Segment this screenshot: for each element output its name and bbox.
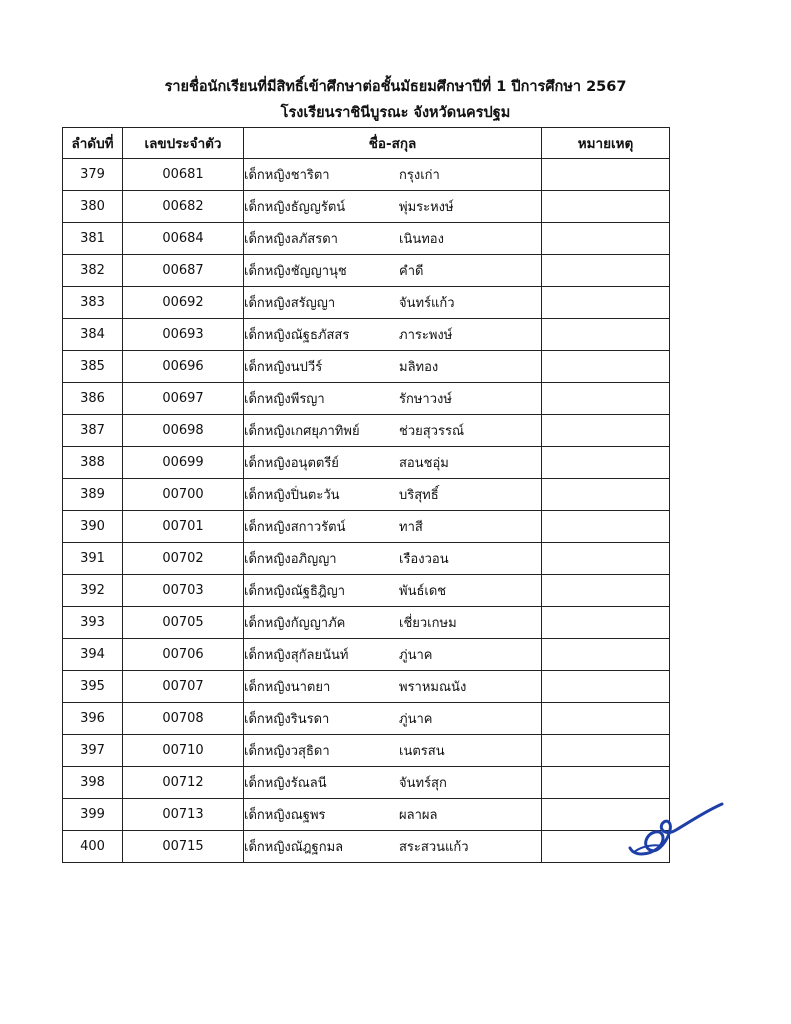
- table-row: [63, 479, 670, 511]
- row-remarks: [542, 287, 670, 319]
- row-remarks: [542, 511, 670, 543]
- row-full-name: [244, 575, 542, 607]
- row-student-id: 00698: [123, 415, 244, 447]
- table-header-row: [63, 128, 670, 159]
- row-order-number: 397: [63, 735, 123, 767]
- row-remarks: [542, 447, 670, 479]
- table-row: [63, 255, 670, 287]
- row-full-name: [244, 543, 542, 575]
- row-remarks: [542, 543, 670, 575]
- document-title: รายชื่อนักเรียนที่มีสิทธิ์เข้าศึกษาต่อชั้นมัธยมศึกษาปีที่ 1 ปีการศึกษา 2567: [164, 79, 627, 95]
- row-student-id: 00715: [123, 831, 244, 863]
- table-row: [63, 191, 670, 223]
- row-order-number: 390: [63, 511, 123, 543]
- row-last-name: กรุงเก่า: [399, 168, 440, 183]
- row-first-name: เด็กหญิงณัฐธิฎิญา: [244, 584, 346, 599]
- row-first-name: เด็กหญิงอนุตตรีย์: [244, 456, 339, 471]
- row-full-name: [244, 479, 542, 511]
- row-first-name: เด็กหญิงสกาวรัตน์: [244, 520, 346, 535]
- row-last-name: ภาระพงษ์: [399, 328, 453, 343]
- row-last-name: ภู่นาค: [399, 712, 433, 727]
- row-full-name: [244, 351, 542, 383]
- row-full-name: [244, 191, 542, 223]
- row-first-name: เด็กหญิงอภิญญา: [244, 552, 337, 567]
- row-full-name: [244, 415, 542, 447]
- row-order-number: 393: [63, 607, 123, 639]
- row-remarks: [542, 735, 670, 767]
- row-order-number: 387: [63, 415, 123, 447]
- row-full-name: [244, 799, 542, 831]
- row-order-number: 388: [63, 447, 123, 479]
- row-first-name: เด็กหญิงสรัญญา: [244, 296, 336, 311]
- row-remarks: [542, 223, 670, 255]
- row-full-name: [244, 767, 542, 799]
- row-student-id: 00707: [123, 671, 244, 703]
- row-first-name: เด็กหญิงชาริตา: [244, 168, 330, 183]
- row-student-id: 00701: [123, 511, 244, 543]
- row-remarks: [542, 191, 670, 223]
- table-row: [63, 319, 670, 351]
- row-order-number: 385: [63, 351, 123, 383]
- row-last-name: เนินทอง: [399, 232, 444, 247]
- row-first-name: เด็กหญิงลภัสรดา: [244, 232, 338, 247]
- column-header-student-id: เลขประจำตัว: [123, 128, 244, 159]
- row-remarks: [542, 607, 670, 639]
- row-first-name: เด็กหญิงเกศยุภาทิพย์: [244, 424, 360, 439]
- row-last-name: สระสวนแก้ว: [399, 840, 469, 855]
- table-row: [63, 735, 670, 767]
- row-student-id: 00681: [123, 159, 244, 191]
- table-row: [63, 607, 670, 639]
- table-row: [63, 543, 670, 575]
- row-first-name: เด็กหญิงวสุธิดา: [244, 744, 330, 759]
- row-last-name: ภู่นาค: [399, 648, 433, 663]
- row-last-name: พุ่มระหงษ์: [399, 200, 454, 215]
- row-first-name: เด็กหญิงสุกัลยนันท์: [244, 648, 349, 663]
- row-full-name: [244, 223, 542, 255]
- row-full-name: [244, 671, 542, 703]
- row-full-name: [244, 383, 542, 415]
- row-full-name: [244, 319, 542, 351]
- row-remarks: [542, 159, 670, 191]
- row-first-name: เด็กหญิงรัณลนี: [244, 776, 327, 791]
- row-remarks: [542, 639, 670, 671]
- student-roster-table: [62, 127, 670, 863]
- row-student-id: 00713: [123, 799, 244, 831]
- row-first-name: เด็กหญิงณัฎฐกมล: [244, 840, 344, 855]
- row-last-name: เนตรสน: [399, 744, 445, 759]
- row-first-name: เด็กหญิงกัญญาภัค: [244, 616, 346, 631]
- row-first-name: เด็กหญิงรินรดา: [244, 712, 330, 727]
- row-order-number: 391: [63, 543, 123, 575]
- row-last-name: ช่วยสุวรรณ์: [399, 424, 464, 439]
- table-row: [63, 383, 670, 415]
- row-remarks: [542, 319, 670, 351]
- row-student-id: 00687: [123, 255, 244, 287]
- row-last-name: พันธ์เดช: [399, 584, 447, 599]
- row-remarks: [542, 383, 670, 415]
- table-row: [63, 799, 670, 831]
- table-row: [63, 351, 670, 383]
- row-last-name: จันทร์สุก: [399, 776, 447, 791]
- row-student-id: 00693: [123, 319, 244, 351]
- row-student-id: 00702: [123, 543, 244, 575]
- school-name: โรงเรียนราชินีบูรณะ จังหวัดนครปฐม: [280, 105, 511, 121]
- row-student-id: 00696: [123, 351, 244, 383]
- row-student-id: 00703: [123, 575, 244, 607]
- row-last-name: เรืองวอน: [399, 552, 449, 567]
- row-order-number: 379: [63, 159, 123, 191]
- row-full-name: [244, 607, 542, 639]
- table-row: [63, 415, 670, 447]
- table-row: [63, 447, 670, 479]
- row-last-name: คำดี: [399, 264, 424, 279]
- row-student-id: 00712: [123, 767, 244, 799]
- row-first-name: เด็กหญิงธัญญรัตน์: [244, 200, 346, 215]
- column-header-order: ลำดับที่: [63, 128, 123, 159]
- row-remarks: [542, 415, 670, 447]
- column-header-remarks: หมายเหตุ: [542, 128, 670, 159]
- row-student-id: 00706: [123, 639, 244, 671]
- row-full-name: [244, 255, 542, 287]
- table-row: [63, 639, 670, 671]
- row-remarks: [542, 703, 670, 735]
- table-row: [63, 831, 670, 863]
- table-row: [63, 159, 670, 191]
- signature-mark: [628, 796, 724, 858]
- row-order-number: 395: [63, 671, 123, 703]
- row-student-id: 00708: [123, 703, 244, 735]
- table-row: [63, 575, 670, 607]
- row-last-name: เชี่ยวเกษม: [399, 616, 457, 631]
- row-last-name: รักษาวงษ์: [399, 392, 452, 407]
- row-first-name: เด็กหญิงนปวีร์: [244, 360, 323, 375]
- row-remarks: [542, 479, 670, 511]
- row-order-number: 381: [63, 223, 123, 255]
- row-order-number: 392: [63, 575, 123, 607]
- row-student-id: 00692: [123, 287, 244, 319]
- row-full-name: [244, 287, 542, 319]
- row-order-number: 399: [63, 799, 123, 831]
- row-first-name: เด็กหญิงพีรญา: [244, 392, 325, 407]
- row-first-name: เด็กหญิงปิ่นตะวัน: [244, 488, 340, 503]
- row-full-name: [244, 159, 542, 191]
- table-row: [63, 671, 670, 703]
- row-order-number: 383: [63, 287, 123, 319]
- row-last-name: พราหมณนัง: [399, 680, 467, 695]
- row-full-name: [244, 639, 542, 671]
- row-order-number: 386: [63, 383, 123, 415]
- row-student-id: 00697: [123, 383, 244, 415]
- row-last-name: บริสุทธิ์: [399, 488, 439, 503]
- row-order-number: 400: [63, 831, 123, 863]
- row-last-name: จันทร์แก้ว: [399, 296, 455, 311]
- row-first-name: เด็กหญิงนาตยา: [244, 680, 331, 695]
- row-full-name: [244, 703, 542, 735]
- row-last-name: ผลาผล: [399, 808, 438, 823]
- row-student-id: 00684: [123, 223, 244, 255]
- table-row: [63, 767, 670, 799]
- row-order-number: 398: [63, 767, 123, 799]
- row-student-id: 00710: [123, 735, 244, 767]
- column-header-full-name: ชื่อ-สกุล: [244, 128, 542, 159]
- table-row: [63, 511, 670, 543]
- table-row: [63, 287, 670, 319]
- row-remarks: [542, 575, 670, 607]
- row-last-name: ทาสี: [399, 520, 423, 535]
- row-order-number: 389: [63, 479, 123, 511]
- row-student-id: 00700: [123, 479, 244, 511]
- table-row: [63, 223, 670, 255]
- row-order-number: 382: [63, 255, 123, 287]
- row-order-number: 380: [63, 191, 123, 223]
- row-remarks: [542, 351, 670, 383]
- table-row: [63, 703, 670, 735]
- row-first-name: เด็กหญิงณัฐธภัสสร: [244, 328, 350, 343]
- row-remarks: [542, 671, 670, 703]
- row-student-id: 00705: [123, 607, 244, 639]
- row-first-name: เด็กหญิงณฐพร: [244, 808, 326, 823]
- row-last-name: สอนชอุ่ม: [399, 456, 449, 471]
- row-order-number: 384: [63, 319, 123, 351]
- row-full-name: [244, 831, 542, 863]
- row-remarks: [542, 255, 670, 287]
- row-order-number: 394: [63, 639, 123, 671]
- row-remarks: [542, 767, 670, 799]
- row-full-name: [244, 511, 542, 543]
- row-last-name: มลิทอง: [399, 360, 439, 375]
- row-full-name: [244, 447, 542, 479]
- row-student-id: 00682: [123, 191, 244, 223]
- row-order-number: 396: [63, 703, 123, 735]
- row-student-id: 00699: [123, 447, 244, 479]
- row-first-name: เด็กหญิงชัญญานุช: [244, 264, 347, 279]
- row-full-name: [244, 735, 542, 767]
